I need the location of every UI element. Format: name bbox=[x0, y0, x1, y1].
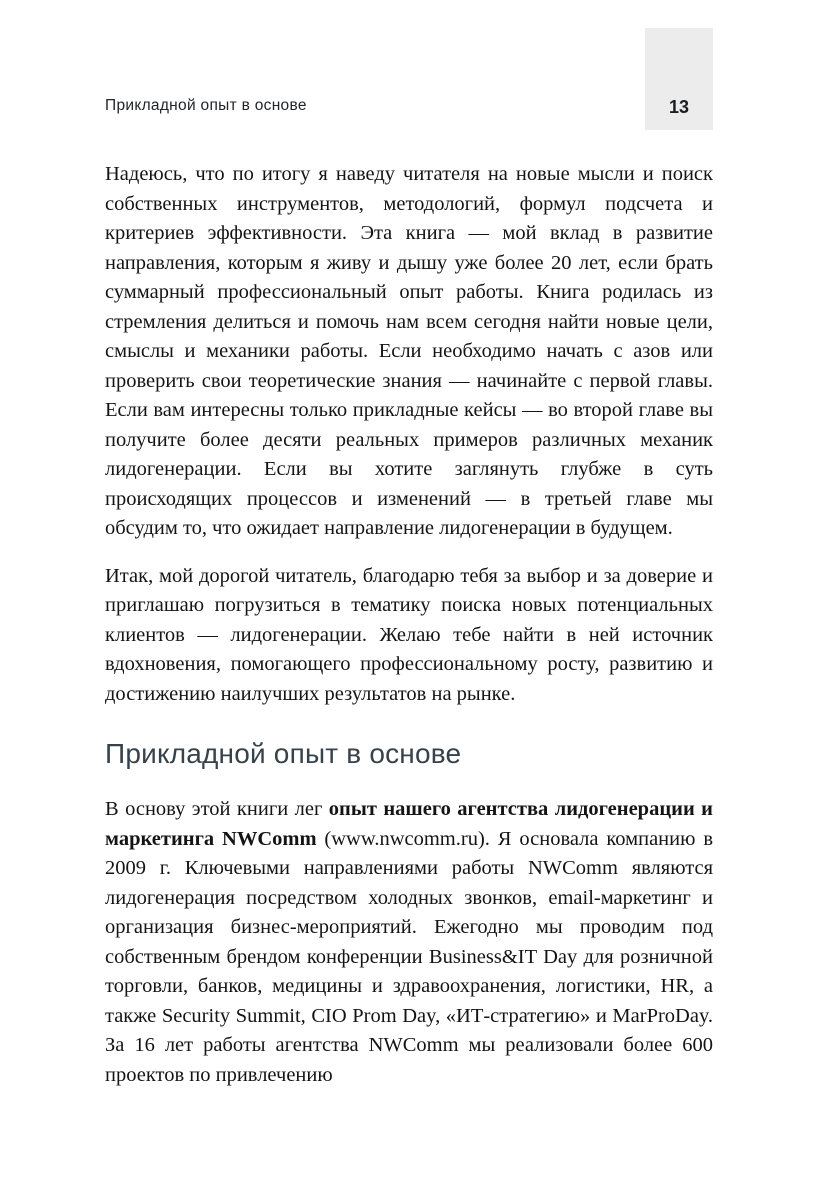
agency-paragraph-lead: В основу этой книги лег bbox=[105, 798, 329, 820]
agency-bold-text: опыт нашего агентства лидогенерации и маркетинга NWComm bbox=[105, 798, 713, 850]
page-number: 13 bbox=[668, 97, 690, 117]
content-area bbox=[105, 160, 713, 1108]
section-heading: Прикладной опыт в основе bbox=[105, 738, 462, 769]
gratitude-paragraph: Итак, мой дорогой читатель, благодарю тебя за выбор и за доверие и приглашаю погрузиться в тематику поиска новых потенциальных клиентов — лидогенерации. Желаю тебе найти в ней источник вдохновения, помогающего профессиональному росту, развитию и достижению наилучших результатов на рынке. bbox=[105, 564, 713, 705]
running-title: Прикладной опыт в основе bbox=[105, 97, 307, 114]
agency-paragraph-rest: (www.nwcomm.ru). Я основала компанию в 2009 г. Ключевыми направлениями работы NWComm являются лидогенерация посредством холодных звонков, email-маркетинг и организация бизнес-мероприятий. Ежегодно мы проводим под собственным брендом конференции Business&IT Day для розничной торговли, банков, медицины и здравоохранения, логистики, HR, а также Security Summit, CIO Prom Day, «ИТ-стратегию» и MarProDay. За 16 лет работы агентства NWComm мы реализовали более 600 проектов по привлечению bbox=[105, 827, 713, 1086]
agency-paragraph bbox=[105, 795, 713, 1090]
page-number-box bbox=[645, 28, 713, 130]
intro-paragraph: Надеюсь, что по итогу я наведу читателя на новые мысли и поиск собственных инструментов, методологий, формул подсчета и критериев эффективности. Эта книга — мой вклад в развитие направления, которым я живу и дышу уже более 20 лет, если брать суммарный профессиональный опыт работы. Книга родилась из стремления делиться и помочь нам всем сегодня найти новые цели, смыслы и механики работы. Если необходимо начать с азов или проверить свои теоретические знания — начинайте с первой главы. Если вам интересны только прикладные кейсы — во второй главе вы получите более десяти реальных примеров различных механик лидогенерации. Если вы хотите заглянуть глубже в суть происходящих процессов и изменений — в третьей главе мы обсудим то, что ожидает направление лидогенерации в будущем. bbox=[105, 163, 713, 539]
